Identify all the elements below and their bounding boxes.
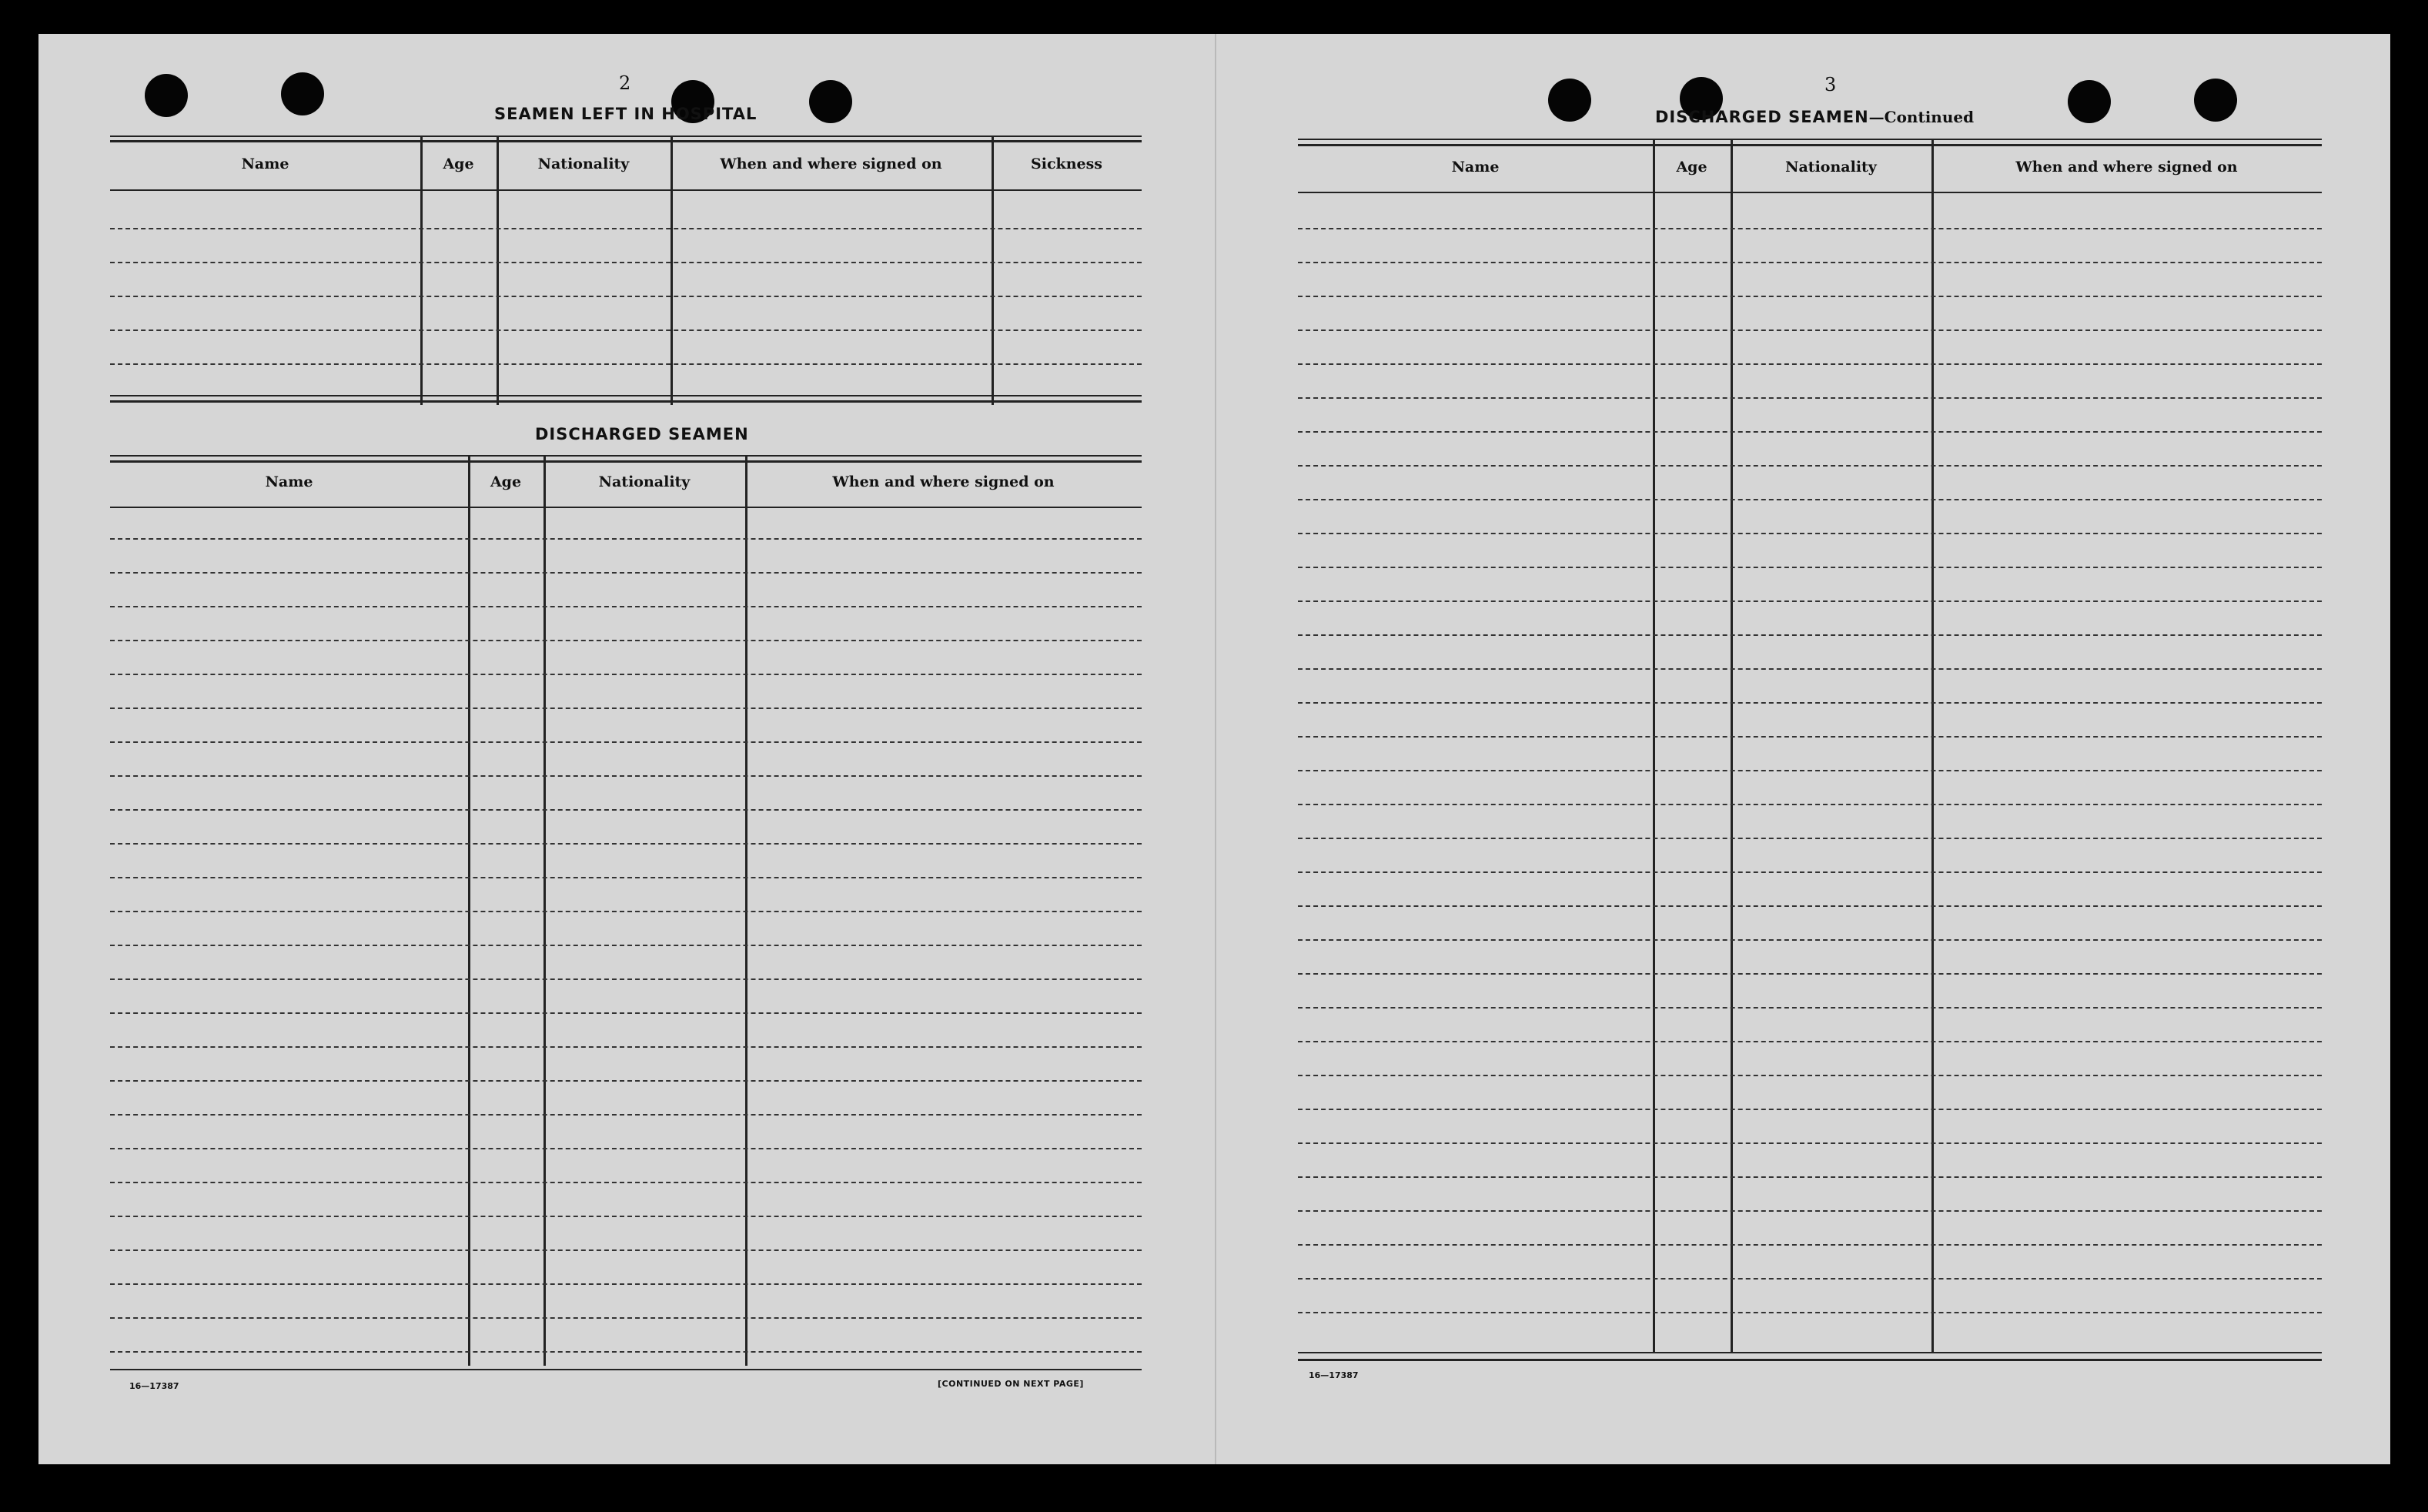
column-header-signed-on: When and where signed on: [2015, 159, 2238, 176]
column-header-nationality: Nationality: [1785, 159, 1877, 176]
column-header-age: Age: [1676, 159, 1707, 176]
punch-hole: [145, 74, 188, 117]
page-number: 2: [619, 72, 631, 94]
discharged-table: [110, 455, 1142, 1375]
punch-hole: [809, 80, 852, 123]
page-number: 3: [1824, 74, 1837, 95]
punch-hole: [2194, 79, 2237, 122]
column-header-nationality: Nationality: [598, 473, 691, 490]
form-code: 16—17387: [129, 1381, 179, 1391]
discharged-continued-table: [1298, 139, 2322, 1366]
form-code: 16—17387: [1309, 1370, 1359, 1380]
column-header-name: Name: [241, 156, 289, 172]
column-header-signed-on: When and where signed on: [832, 473, 1055, 490]
hospital-section-title: SEAMEN LEFT IN HOSPITAL: [494, 105, 757, 123]
continued-note: [CONTINUED ON NEXT PAGE]: [938, 1379, 1084, 1389]
hospital-table: [110, 135, 1142, 405]
punch-hole: [1548, 79, 1591, 122]
section-title-suffix: —Continued: [1868, 108, 1975, 126]
page-fold: [1215, 34, 1216, 1464]
column-header-name: Name: [1451, 159, 1500, 176]
column-header-nationality: Nationality: [537, 156, 630, 172]
discharged-section-title: DISCHARGED SEAMEN: [535, 425, 749, 443]
column-header-age: Age: [443, 156, 474, 172]
section-title-text: DISCHARGED SEAMEN: [1655, 108, 1869, 126]
column-header-age: Age: [490, 473, 522, 490]
punch-hole: [281, 72, 324, 115]
column-header-sickness: Sickness: [1031, 156, 1102, 172]
column-header-name: Name: [265, 473, 313, 490]
punch-hole: [2068, 80, 2111, 123]
column-header-signed-on: When and where signed on: [720, 156, 942, 172]
discharged-continued-title: [1655, 108, 1974, 126]
